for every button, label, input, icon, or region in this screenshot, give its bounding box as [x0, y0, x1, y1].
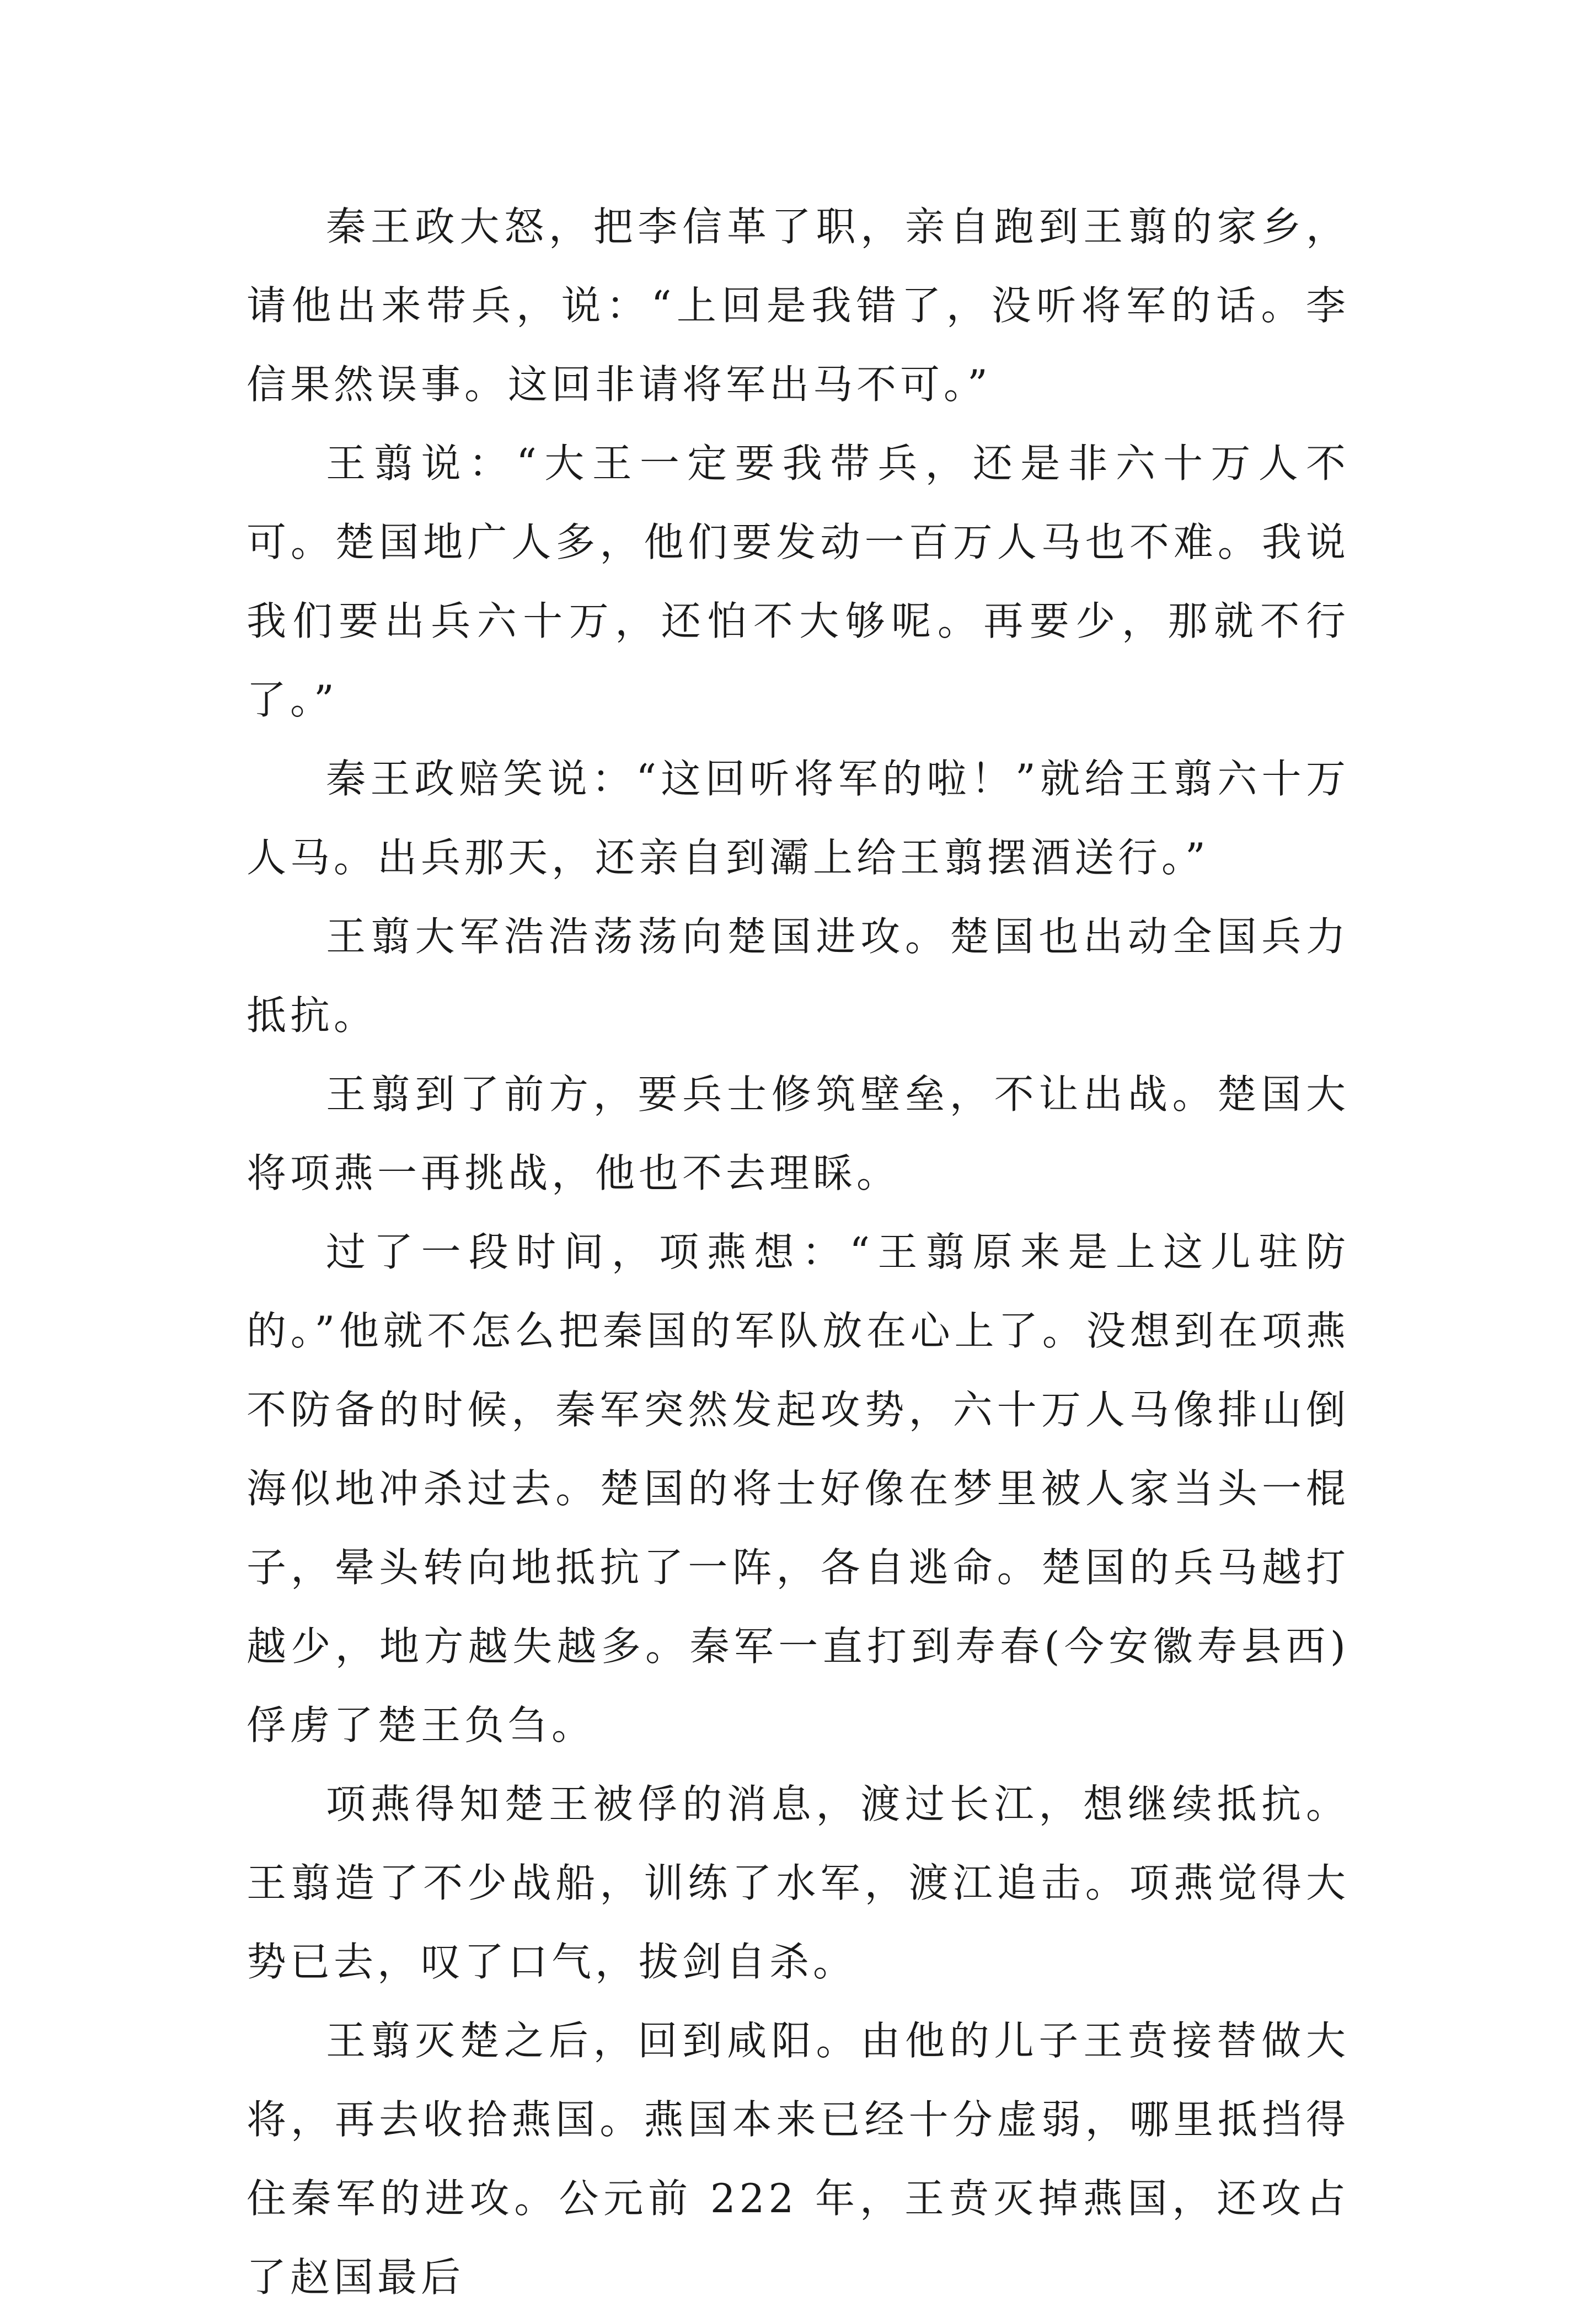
paragraph-1: 秦王政大怒，把李信革了职，亲自跑到王翦的家乡，请他出来带兵，说：“上回是我错了，没听将军的话。李信果然误事。这回非请将军出马不可。” — [247, 204, 1349, 408]
paragraph-6: 过了一段时间，项燕想：“王翦原来是上这儿驻防的。”他就不怎么把秦国的军队放在心上了。没想到在项燕不防备的时候，秦军突然发起攻势，六十万人马像排山倒海似地冲杀过去。楚国的将士好像在梦里被人家当头一棍子，晕头转向地抵抗了一阵，各自逃命。楚国的兵马越打越少，地方越失越多。秦军一直打到寿春(今安徽寿县西)俘虏了楚王负刍。 — [247, 1229, 1349, 1748]
paragraph-8: 王翦灭楚之后，回到咸阳。由他的儿子王贲接替做大将，再去收拾燕国。燕国本来已经十分虚弱，哪里抵挡得住秦军的进攻。公元前 222 年，王贲灭掉燕国，还攻占了赵国最后 — [247, 2018, 1349, 2300]
paragraph-3: 秦王政赔笑说：“这回听将军的啦！”就给王翦六十万人马。出兵那天，还亲自到灞上给王翦摆酒送行。” — [247, 756, 1349, 881]
paragraph-4: 王翦大军浩浩荡荡向楚国进攻。楚国也出动全国兵力抵抗。 — [247, 913, 1349, 1039]
paragraph-7: 项燕得知楚王被俘的消息，渡过长江，想继续抵抗。王翦造了不少战船，训练了水军，渡江追击。项燕觉得大势已去，叹了口气，拔剑自杀。 — [247, 1781, 1349, 1985]
document-body — [247, 188, 1349, 2317]
paragraph-2: 王翦说：“大王一定要我带兵，还是非六十万人不可。楚国地广人多，他们要发动一百万人马也不难。我说我们要出兵六十万，还怕不大够呢。再要少，那就不行了。” — [247, 440, 1349, 723]
paragraph-5: 王翦到了前方，要兵士修筑壁垒，不让出战。楚国大将项燕一再挑战，他也不去理睬。 — [247, 1071, 1349, 1196]
